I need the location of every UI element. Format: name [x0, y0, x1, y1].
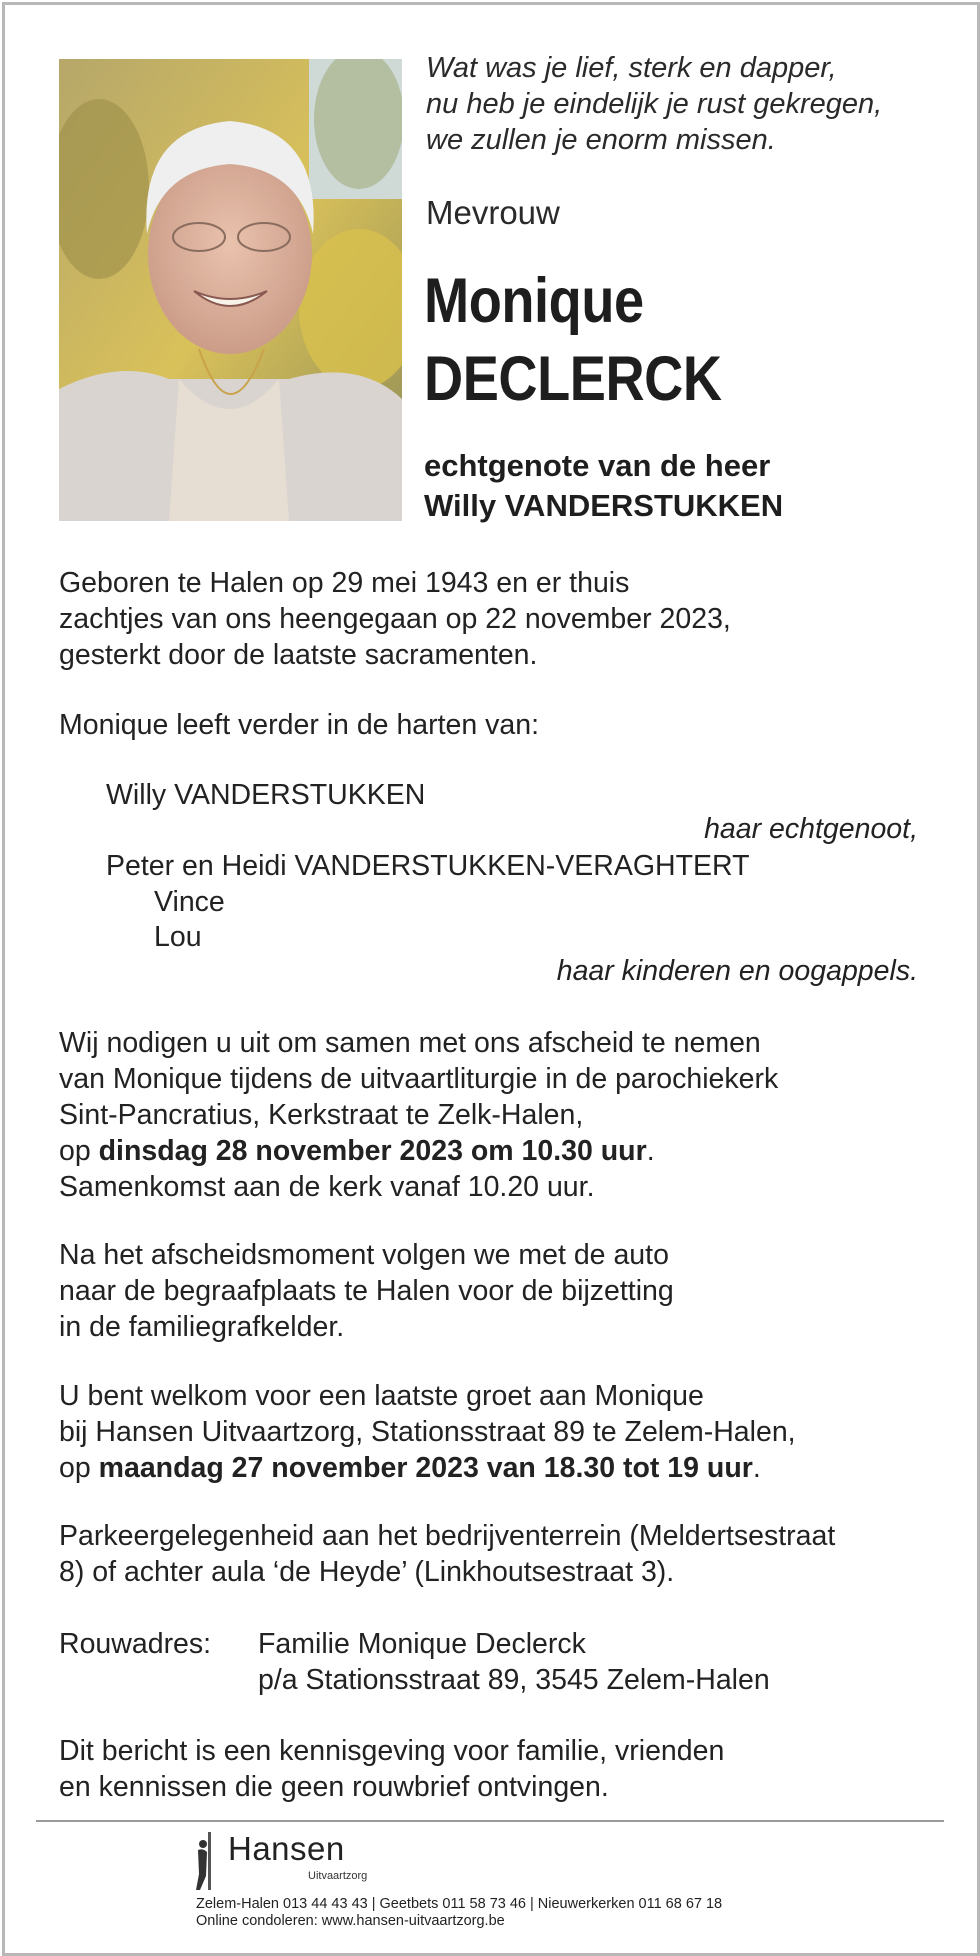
- spouse-info: [424, 446, 783, 526]
- text-line: 8) of achter aula ‘de Heyde’ (Linkhoutsestraat 3).: [59, 1556, 675, 1588]
- spouse-line: echtgenote van de heer: [424, 448, 771, 483]
- portrait-photo: [59, 59, 402, 521]
- spouse-name: Willy VANDERSTUKKEN: [424, 488, 784, 523]
- text-fragment: op: [59, 1135, 99, 1167]
- text-line: in de familiegrafkelder.: [59, 1311, 345, 1343]
- text-line: Na het afscheidsmoment volgen we met de auto: [59, 1239, 669, 1271]
- burial-paragraph: [59, 1237, 674, 1345]
- poem: [426, 50, 882, 158]
- text-line: gesterkt door de laatste sacramenten.: [59, 639, 538, 671]
- footer-online[interactable]: Online condoleren: www.hansen-uitvaartzorg.be: [196, 1913, 505, 1929]
- text-line: en kennissen die geen rouwbrief ontvingen.: [59, 1771, 609, 1803]
- text-line: Wij nodigen u uit om samen met ons afscheid te nemen: [59, 1027, 761, 1059]
- text-fragment: op: [59, 1452, 99, 1484]
- relation-spouse: haar echtgenoot,: [704, 813, 918, 845]
- text-line: naar de begraafplaats te Halen voor de bijzetting: [59, 1275, 674, 1307]
- address-block: [258, 1626, 770, 1698]
- poem-line: nu heb je eindelijk je rust gekregen,: [426, 88, 883, 120]
- text-line: Parkeergelegenheid aan het bedrijventerrein (Meldertsestraat: [59, 1520, 836, 1552]
- mourner-figure-icon: [194, 1830, 226, 1892]
- survivor-grandchild: Lou: [154, 921, 202, 953]
- poem-line: Wat was je lief, sterk en dapper,: [426, 52, 837, 84]
- visit-datetime: maandag 27 november 2023 van 18.30 tot 19 uur: [98, 1452, 753, 1484]
- survivor-spouse: Willy VANDERSTUKKEN: [106, 779, 426, 811]
- text-line: bij Hansen Uitvaartzorg, Stationsstraat 89 te Zelem-Halen,: [59, 1416, 796, 1448]
- survivor-grandchild: Vince: [154, 886, 225, 918]
- text-fragment: .: [752, 1452, 761, 1484]
- poem-line: we zullen je enorm missen.: [426, 124, 776, 156]
- notice-paragraph: [59, 1733, 724, 1805]
- relation-children: haar kinderen en oogappels.: [556, 955, 918, 987]
- text-line: U bent welkom voor een laatste groet aan Monique: [59, 1380, 704, 1412]
- text-line: [59, 1133, 778, 1169]
- text-line: Sint-Pancratius, Kerkstraat te Zelk-Halen,: [59, 1099, 584, 1131]
- text-line: Samenkomst aan de kerk vanaf 10.20 uur.: [59, 1171, 595, 1203]
- first-name: Monique: [424, 266, 644, 336]
- logo-name: Hansen: [228, 1830, 345, 1867]
- visit-paragraph: [59, 1378, 796, 1486]
- text-line: Geboren te Halen op 29 mei 1943 en er thuis: [59, 567, 630, 599]
- title-honorific: Mevrouw: [426, 194, 560, 231]
- text-line: zachtjes van ons heengegaan op 22 november 2023,: [59, 603, 731, 635]
- hearts-intro: Monique leeft verder in de harten van:: [59, 709, 540, 741]
- footer-phones: Zelem-Halen 013 44 43 43 | Geetbets 011 58 73 46 | Nieuwerkerken 011 68 67 18: [196, 1896, 723, 1912]
- survivor-children: Peter en Heidi VANDERSTUKKEN-VERAGHTERT: [106, 850, 750, 882]
- parking-paragraph: [59, 1518, 835, 1590]
- deceased-name: [424, 262, 722, 418]
- hansen-logo: [194, 1830, 414, 1892]
- logo-subtitle: Uitvaartzorg: [308, 1870, 368, 1882]
- funeral-datetime: dinsdag 28 november 2023 om 10.30 uur: [98, 1135, 647, 1167]
- text-fragment: .: [646, 1135, 655, 1167]
- address-label: Rouwadres:: [59, 1628, 212, 1660]
- text-line: [59, 1450, 796, 1486]
- birth-paragraph: [59, 565, 731, 673]
- text-line: Dit bericht is een kennisgeving voor familie, vrienden: [59, 1735, 725, 1767]
- footer-divider: [36, 1820, 944, 1822]
- address-line: p/a Stationsstraat 89, 3545 Zelem-Halen: [258, 1664, 770, 1696]
- text-line: van Monique tijdens de uitvaartliturgie in de parochiekerk: [59, 1063, 779, 1095]
- address-line: Familie Monique Declerck: [258, 1628, 586, 1660]
- last-name: DECLERCK: [424, 344, 722, 414]
- funeral-paragraph: [59, 1025, 778, 1205]
